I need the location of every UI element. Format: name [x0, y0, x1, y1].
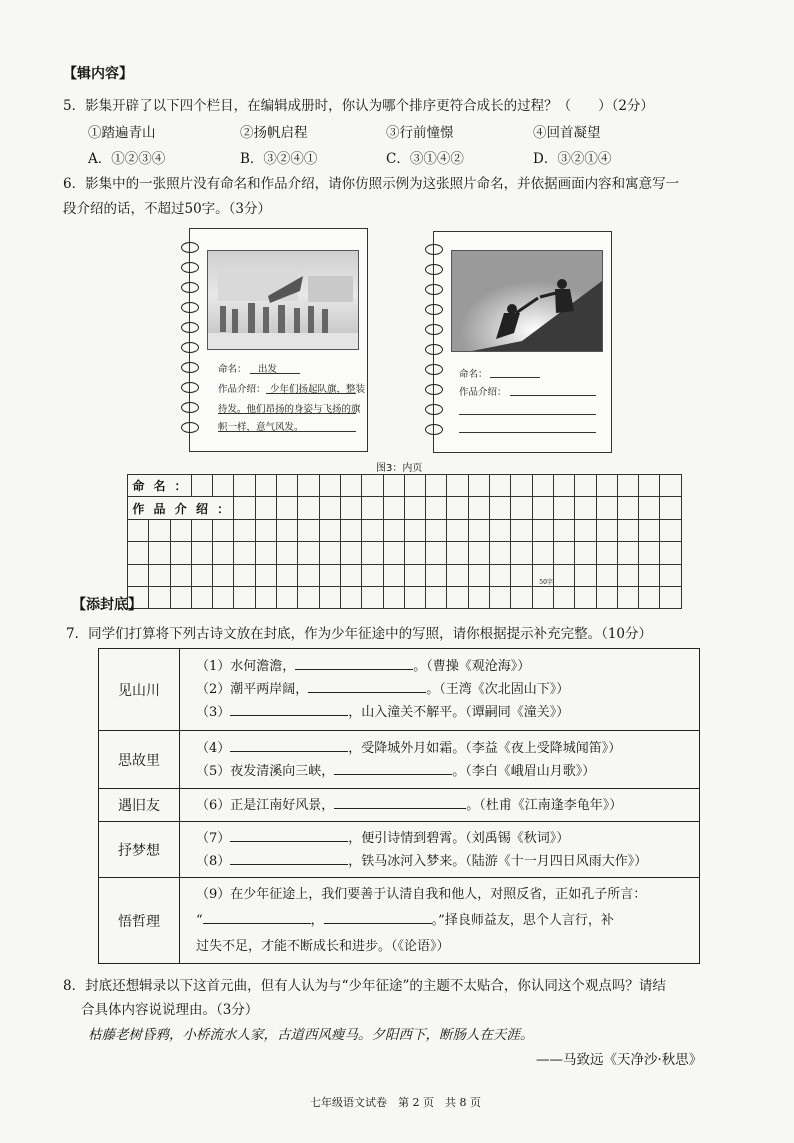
- grid-cell[interactable]: [511, 542, 532, 564]
- grid-cell[interactable]: [213, 564, 234, 586]
- grid-intro-label-char: ：: [213, 497, 234, 519]
- q7-1-suffix: 。（曹操《观沧海》）: [413, 659, 531, 674]
- grid-cell[interactable]: [277, 475, 298, 497]
- grid-cell[interactable]: [255, 564, 276, 586]
- grid-cell[interactable]: [170, 542, 191, 564]
- q5-choice-a[interactable]: A．①②③④: [88, 151, 166, 167]
- grid-cell[interactable]: [404, 475, 425, 497]
- q7-6-suffix: 。（杜甫《江南逢李龟年》）: [466, 797, 623, 813]
- grid-cell[interactable]: [447, 586, 468, 608]
- grid-cell[interactable]: [191, 475, 212, 497]
- grid-cell[interactable]: [553, 542, 574, 564]
- q7-7-suffix: ，便引诗情到碧霄。（刘禹锡《秋词》）: [348, 830, 570, 846]
- grid-cell[interactable]: [532, 519, 553, 541]
- grid-cell[interactable]: [490, 475, 511, 497]
- grid-cell[interactable]: [553, 475, 574, 497]
- blank-intro-label: 作品介绍：: [459, 387, 507, 398]
- grid-cell[interactable]: [447, 497, 468, 519]
- q7-6-blank[interactable]: [334, 795, 466, 809]
- grid-cell[interactable]: [596, 519, 617, 541]
- grid-cell[interactable]: [468, 475, 489, 497]
- grid-cell[interactable]: [340, 542, 361, 564]
- grid-cell[interactable]: [617, 519, 638, 541]
- grid-cell[interactable]: [511, 564, 532, 586]
- grid-cell[interactable]: [149, 542, 170, 564]
- q5-item-4: ④回首凝望: [533, 125, 601, 141]
- grid-cell[interactable]: [617, 542, 638, 564]
- grid-cell[interactable]: [426, 519, 447, 541]
- grid-intro-label-char: 品: [149, 497, 170, 519]
- grid-cell[interactable]: [213, 519, 234, 541]
- q7-4-suffix: ，受降城外月如霜。（李益《夜上受降城闻笛》）: [348, 740, 622, 756]
- grid-cell[interactable]: [639, 542, 660, 564]
- q5-choice-b[interactable]: B．③②④①: [240, 151, 318, 167]
- grid-cell[interactable]: [340, 586, 361, 608]
- grid-cell[interactable]: [340, 519, 361, 541]
- grid-cell[interactable]: [319, 586, 340, 608]
- q8-poem: 枯藤老树昏鸦，小桥流水人家，古道西风瘦马。夕阳西下，断肠人在天涯。: [88, 1027, 534, 1043]
- q7-3-blank[interactable]: [230, 702, 348, 716]
- q7-1-blank[interactable]: [295, 656, 413, 670]
- example-name-label: 命名：: [218, 364, 247, 375]
- grid-cell[interactable]: [639, 475, 660, 497]
- grid-cell[interactable]: [404, 586, 425, 608]
- grid-cell[interactable]: [319, 497, 340, 519]
- grid-cell[interactable]: [490, 497, 511, 519]
- photo-helping-climb: [451, 250, 603, 352]
- grid-cell[interactable]: [617, 586, 638, 608]
- grid-cell[interactable]: [660, 586, 681, 608]
- grid-cell[interactable]: [575, 519, 596, 541]
- category-philosophy: 悟哲理: [99, 878, 180, 964]
- grid-cell[interactable]: [532, 542, 553, 564]
- grid-cell[interactable]: [191, 542, 212, 564]
- grid-cell[interactable]: [447, 475, 468, 497]
- grid-name-label-char: 名: [149, 475, 170, 497]
- grid-cell[interactable]: [319, 564, 340, 586]
- grid-cell[interactable]: [277, 564, 298, 586]
- grid-cell[interactable]: [532, 564, 553, 586]
- grid-cell[interactable]: [511, 475, 532, 497]
- grid-cell[interactable]: [340, 564, 361, 586]
- grid-cell[interactable]: [234, 542, 255, 564]
- grid-name-label-char: ：: [170, 475, 191, 497]
- grid-cell[interactable]: [596, 564, 617, 586]
- grid-cell[interactable]: [234, 497, 255, 519]
- grid-cell[interactable]: [468, 519, 489, 541]
- grid-cell[interactable]: [596, 475, 617, 497]
- grid-cell[interactable]: [426, 586, 447, 608]
- grid-cell[interactable]: [660, 475, 681, 497]
- grid-cell[interactable]: [362, 564, 383, 586]
- q7-9-line3: 过失不足，才能不断成长和进步。（《论语》）: [196, 938, 450, 954]
- grid-cell[interactable]: [575, 542, 596, 564]
- q8-stem-line2: 合具体内容说说理由。（3分）: [81, 1002, 259, 1018]
- grid-cell[interactable]: [191, 564, 212, 586]
- grid-cell[interactable]: [553, 497, 574, 519]
- grid-cell[interactable]: [149, 564, 170, 586]
- grid-intro-label-char: 介: [170, 497, 191, 519]
- grid-cell[interactable]: [383, 586, 404, 608]
- poem-fill-table: [98, 648, 700, 964]
- grid-cell[interactable]: [362, 542, 383, 564]
- category-dreams: 抒梦想: [99, 822, 180, 878]
- grid-cell[interactable]: [213, 586, 234, 608]
- figure-caption: 图3：内页: [376, 463, 423, 474]
- grid-cell[interactable]: [298, 475, 319, 497]
- grid-cell[interactable]: [660, 542, 681, 564]
- grid-cell[interactable]: [447, 542, 468, 564]
- grid-cell[interactable]: [468, 564, 489, 586]
- q7-8-prefix: （8）: [196, 853, 231, 869]
- grid-cell[interactable]: [383, 564, 404, 586]
- grid-cell[interactable]: [426, 475, 447, 497]
- q7-9-blank-1[interactable]: [203, 910, 311, 924]
- grid-cell[interactable]: [575, 497, 596, 519]
- grid-cell[interactable]: [383, 519, 404, 541]
- q7-8-blank[interactable]: [230, 851, 348, 865]
- q7-stem: 7．同学们打算将下列古诗文放在封底，作为少年征途中的写照，请你根据提示补充完整。（10分）: [66, 626, 653, 642]
- grid-cell[interactable]: [277, 586, 298, 608]
- blank-name-label: 命名：: [459, 369, 488, 380]
- grid-cell[interactable]: [617, 564, 638, 586]
- q5-stem: 5．影集开辟了以下四个栏目，在编辑成册时，你认为哪个排序更符合成长的过程？（ ）（2分）: [63, 98, 654, 114]
- grid-cell[interactable]: [426, 564, 447, 586]
- grid-cell[interactable]: [639, 564, 660, 586]
- spiral-binding-icon: [181, 242, 201, 442]
- grid-cell[interactable]: [553, 519, 574, 541]
- grid-cell[interactable]: [234, 519, 255, 541]
- answer-grid[interactable]: [127, 474, 682, 609]
- grid-cell[interactable]: [298, 519, 319, 541]
- grid-cell[interactable]: [511, 519, 532, 541]
- grid-cell[interactable]: [255, 519, 276, 541]
- grid-count-mark: 50字: [539, 578, 553, 586]
- grid-cell[interactable]: [213, 475, 234, 497]
- grid-cell[interactable]: [660, 564, 681, 586]
- grid-cell[interactable]: [490, 564, 511, 586]
- q8-source: ——马致远《天净沙·秋思》: [536, 1052, 703, 1068]
- section-edit-heading: 【辑内容】: [63, 66, 133, 82]
- q7-2-prefix: （2）潮平两岸阔，: [196, 682, 309, 697]
- grid-cell[interactable]: [319, 542, 340, 564]
- q7-5-prefix: （5）夜发清溪向三峡，: [196, 763, 335, 779]
- category-homesick: 思故里: [99, 731, 180, 789]
- grid-cell[interactable]: [128, 542, 149, 564]
- grid-cell[interactable]: [191, 586, 212, 608]
- grid-cell[interactable]: [660, 519, 681, 541]
- grid-cell[interactable]: [298, 586, 319, 608]
- grid-cell[interactable]: [596, 497, 617, 519]
- grid-cell[interactable]: [255, 475, 276, 497]
- grid-cell[interactable]: [447, 519, 468, 541]
- grid-cell[interactable]: [213, 542, 234, 564]
- grid-cell[interactable]: [404, 519, 425, 541]
- q7-9-comma: ，: [310, 912, 324, 928]
- grid-cell[interactable]: [532, 497, 553, 519]
- q7-5-blank[interactable]: [334, 761, 452, 775]
- q7-8-suffix: ，铁马冰河入梦来。（陆游《十一月四日风雨大作》）: [348, 853, 648, 869]
- q7-9-line2: 。”择良师益友，思个人言行，补: [431, 912, 614, 928]
- section-cover-heading: 【添封底】: [72, 597, 142, 613]
- q7-9-quote-open: “: [196, 912, 203, 928]
- q5-item-2: ②扬帆启程: [240, 125, 308, 141]
- example-intro-line2: 待发。他们昂扬的身姿与飞扬的旗: [218, 404, 361, 415]
- grid-cell[interactable]: [128, 564, 149, 586]
- grid-cell[interactable]: [234, 586, 255, 608]
- grid-cell[interactable]: [490, 542, 511, 564]
- q7-2-blank[interactable]: [308, 679, 426, 693]
- q8-stem-line1: 8．封底还想辑录以下这首元曲，但有人认为与“少年征途”的主题不太贴合，你认同这个观点吗？请结: [63, 978, 666, 994]
- q7-7-prefix: （7）: [196, 830, 231, 846]
- grid-cell[interactable]: [277, 542, 298, 564]
- grid-cell[interactable]: [383, 475, 404, 497]
- grid-cell[interactable]: [277, 497, 298, 519]
- grid-cell[interactable]: [617, 475, 638, 497]
- grid-cell[interactable]: [532, 475, 553, 497]
- grid-cell[interactable]: [298, 497, 319, 519]
- spiral-binding-icon: [425, 244, 445, 444]
- grid-cell[interactable]: [575, 564, 596, 586]
- grid-name-label-char: 命: [128, 475, 149, 497]
- grid-cell[interactable]: [426, 542, 447, 564]
- page-footer: 七年级语文试卷 第 2 页 共 8 页: [310, 1096, 481, 1109]
- q5-choice-c[interactable]: C．③①④②: [386, 151, 464, 167]
- grid-cell[interactable]: [362, 519, 383, 541]
- q7-2-suffix: 。（王湾《次北固山下》）: [426, 682, 570, 697]
- grid-cell[interactable]: [553, 564, 574, 586]
- grid-cell[interactable]: [575, 586, 596, 608]
- grid-cell[interactable]: [298, 542, 319, 564]
- grid-cell[interactable]: [298, 564, 319, 586]
- grid-cell[interactable]: [490, 586, 511, 608]
- grid-cell[interactable]: [490, 519, 511, 541]
- grid-cell[interactable]: [149, 586, 170, 608]
- example-name-value: 出发: [258, 364, 278, 375]
- q7-1-prefix: （1）水何澹澹，: [196, 659, 296, 674]
- grid-cell[interactable]: [362, 475, 383, 497]
- grid-cell[interactable]: [575, 475, 596, 497]
- grid-cell[interactable]: [128, 519, 149, 541]
- q7-7-blank[interactable]: [230, 828, 348, 842]
- q7-3-suffix: ，山入潼关不解平。（谭嗣同《潼关》）: [348, 705, 570, 720]
- grid-cell[interactable]: [639, 586, 660, 608]
- grid-cell[interactable]: [340, 475, 361, 497]
- category-old-friend: 遇旧友: [99, 789, 180, 822]
- grid-intro-label-char: 绍: [191, 497, 212, 519]
- q5-item-1: ①踏遍青山: [88, 125, 156, 141]
- grid-cell[interactable]: [340, 497, 361, 519]
- q5-choice-d[interactable]: D．③②①④: [533, 151, 612, 167]
- photo-flag-team: [207, 250, 359, 350]
- q7-4-blank[interactable]: [230, 738, 348, 752]
- q7-9-blank-2[interactable]: [324, 910, 432, 924]
- q7-4-prefix: （4）: [196, 740, 231, 756]
- grid-cell[interactable]: [596, 586, 617, 608]
- category-landscape: 见山川: [99, 649, 180, 731]
- grid-cell[interactable]: [596, 542, 617, 564]
- grid-cell[interactable]: [255, 497, 276, 519]
- grid-cell[interactable]: [447, 564, 468, 586]
- grid-cell[interactable]: [404, 542, 425, 564]
- q6-stem-line1: 6．影集中的一张照片没有命名和作品介绍，请你仿照示例为这张照片命名，并依据画面内容和寓意写一: [63, 176, 680, 192]
- grid-cell[interactable]: [468, 586, 489, 608]
- grid-cell[interactable]: [170, 564, 191, 586]
- grid-cell[interactable]: [319, 475, 340, 497]
- q6-stem-line2: 段介绍的话，不超过50字。（3分）: [63, 201, 272, 217]
- grid-cell[interactable]: [234, 475, 255, 497]
- grid-cell[interactable]: [639, 497, 660, 519]
- grid-cell[interactable]: [191, 519, 212, 541]
- grid-cell[interactable]: [362, 586, 383, 608]
- example-intro-line1: 少年们扬起队旗，整装: [270, 384, 366, 395]
- grid-cell[interactable]: [170, 519, 191, 541]
- grid-cell[interactable]: [383, 542, 404, 564]
- grid-cell[interactable]: [468, 497, 489, 519]
- grid-cell[interactable]: [532, 586, 553, 608]
- grid-cell[interactable]: [170, 586, 191, 608]
- q7-3-prefix: （3）: [196, 705, 231, 720]
- q7-9-line1: （9）在少年征途上，我们要善于认清自我和他人，对照反省，正如孔子所言：: [196, 886, 647, 902]
- grid-cell[interactable]: [362, 497, 383, 519]
- grid-cell[interactable]: [319, 519, 340, 541]
- grid-cell[interactable]: [468, 542, 489, 564]
- q7-5-suffix: 。（李白《峨眉山月歌》）: [452, 763, 596, 779]
- grid-cell[interactable]: [383, 497, 404, 519]
- grid-cell[interactable]: [277, 519, 298, 541]
- grid-cell[interactable]: [149, 519, 170, 541]
- example-intro-label: 作品介绍：: [218, 384, 266, 395]
- grid-cell[interactable]: [511, 586, 532, 608]
- grid-intro-label-char: 作: [128, 497, 149, 519]
- grid-cell[interactable]: [255, 586, 276, 608]
- grid-cell[interactable]: [511, 497, 532, 519]
- grid-cell[interactable]: [234, 564, 255, 586]
- q7-6-prefix: （6）正是江南好风景，: [196, 797, 335, 813]
- grid-cell[interactable]: [553, 586, 574, 608]
- q5-item-3: ③行前憧憬: [386, 125, 454, 141]
- example-intro-line3: 帜一样，意气风发。: [218, 422, 304, 433]
- grid-cell[interactable]: [617, 497, 638, 519]
- grid-cell[interactable]: [255, 542, 276, 564]
- grid-cell[interactable]: [660, 497, 681, 519]
- grid-cell[interactable]: [404, 497, 425, 519]
- grid-cell[interactable]: [404, 564, 425, 586]
- grid-cell[interactable]: [639, 519, 660, 541]
- grid-cell[interactable]: [426, 497, 447, 519]
